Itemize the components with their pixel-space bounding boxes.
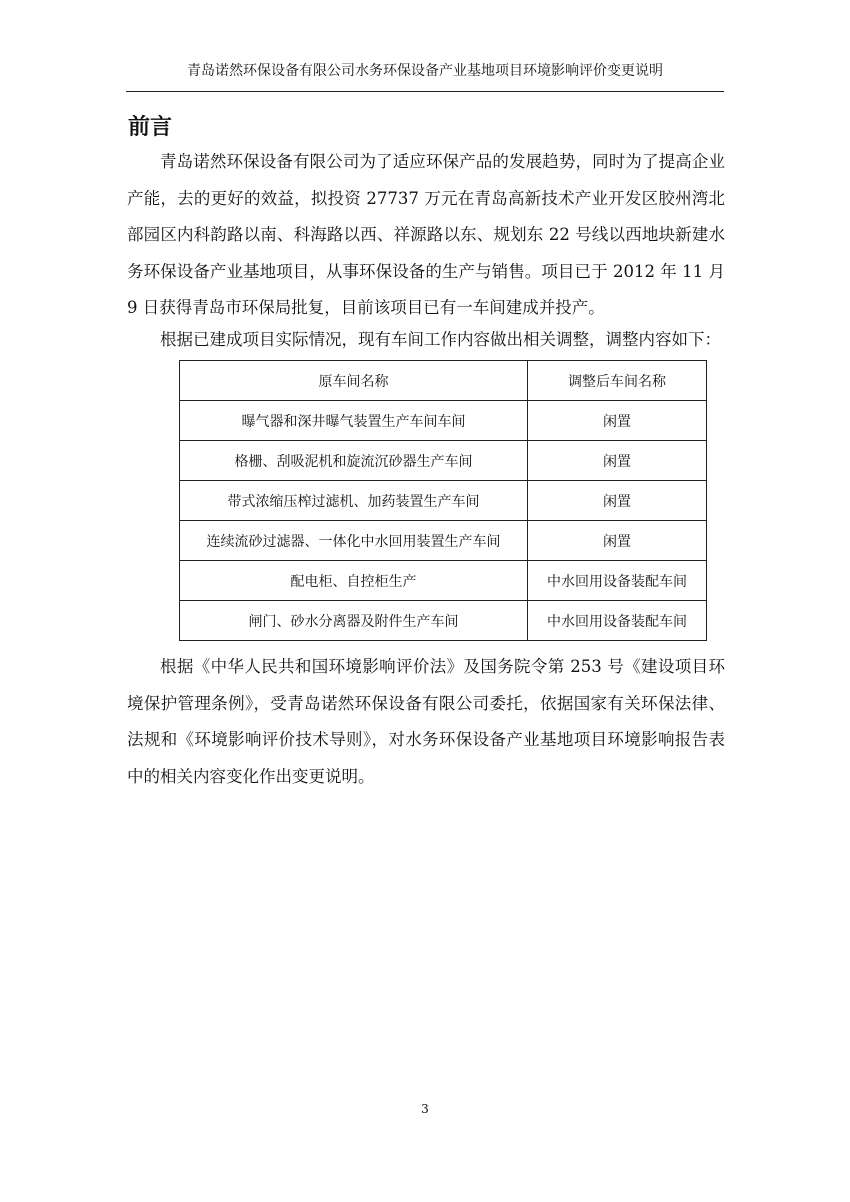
page-header: 青岛诺然环保设备有限公司水务环保设备产业基地项目环境影响评价变更说明 xyxy=(187,63,663,79)
original-workshop-cell: 曝气器和深井曝气装置生产车间车间 xyxy=(180,401,528,441)
table-row xyxy=(180,481,707,521)
adjusted-workshop-cell: 中水回用设备装配车间 xyxy=(528,561,707,601)
original-workshop-cell: 带式浓缩压榨过滤机、加药装置生产车间 xyxy=(180,481,528,521)
section-title: 前言 xyxy=(128,115,173,140)
header-adjusted-workshop: 调整后车间名称 xyxy=(528,361,707,401)
original-workshop-cell: 格栅、刮吸泥机和旋流沉砂器生产车间 xyxy=(180,441,528,481)
original-workshop-cell: 配电柜、自控柜生产 xyxy=(180,561,528,601)
adjustment-paragraph: 根据已建成项目实际情况，现有车间工作内容做出相关调整，调整内容如下： xyxy=(160,330,721,349)
table-header-row xyxy=(180,361,707,401)
adjusted-workshop-cell: 闲置 xyxy=(528,441,707,481)
header-divider xyxy=(126,91,724,92)
adjusted-workshop-cell: 闲置 xyxy=(528,481,707,521)
original-workshop-cell: 闸门、砂水分离器及附件生产车间 xyxy=(180,601,528,641)
basis-paragraph: 根据《中华人民共和国环境影响评价法》及国务院令第 253 号《建设项目环境保护管理条例》，受青岛诺然环保设备有限公司委托，依据国家有关环保法律、法规和《环境影响评价技术导则》，对水务环保设备产业基地项目环境影响报告表中的相关内容变化作出变更说明。 xyxy=(127,657,725,786)
intro-paragraph: 青岛诺然环保设备有限公司为了适应环保产品的发展趋势，同时为了提高企业产能，去的更好的效益，拟投资 27737 万元在青岛高新技术产业开发区胶州湾北部园区内科韵路以南、科海路以西、祥源路以东、规划东 22 号线以西地块新建水务环保设备产业基地项目，从事环保设备的生产与销售。项目已于 2012 年 11 月 9 日获得青岛市环保局批复，目前该项目已有一车间建成并投产。 xyxy=(127,152,725,317)
table-row xyxy=(180,521,707,561)
workshop-change-table xyxy=(179,360,707,641)
table-row xyxy=(180,441,707,481)
page-number: 3 xyxy=(421,1102,429,1116)
table-row xyxy=(180,561,707,601)
original-workshop-cell: 连续流砂过滤器、一体化中水回用装置生产车间 xyxy=(180,521,528,561)
adjusted-workshop-cell: 闲置 xyxy=(528,401,707,441)
adjusted-workshop-cell: 中水回用设备装配车间 xyxy=(528,601,707,641)
header-original-workshop: 原车间名称 xyxy=(180,361,528,401)
table-row xyxy=(180,601,707,641)
table-row xyxy=(180,401,707,441)
adjusted-workshop-cell: 闲置 xyxy=(528,521,707,561)
